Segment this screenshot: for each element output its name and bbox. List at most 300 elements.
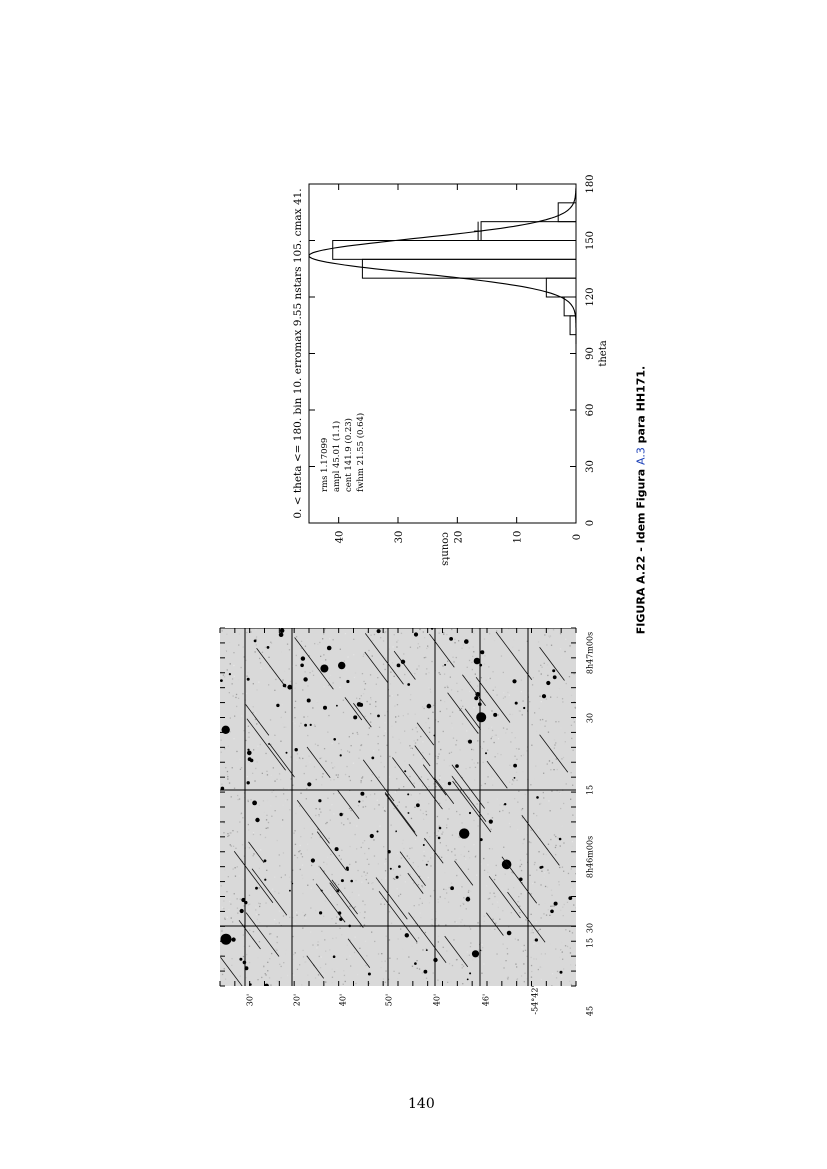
noise-speck: [357, 732, 358, 733]
noise-speck: [428, 687, 429, 688]
noise-speck: [316, 874, 317, 875]
histogram-bar: [362, 259, 576, 278]
noise-speck: [438, 899, 439, 900]
noise-speck: [525, 919, 526, 920]
noise-speck: [545, 886, 546, 887]
star: [336, 705, 338, 707]
noise-speck: [391, 923, 392, 924]
noise-speck: [379, 826, 380, 827]
noise-speck: [268, 822, 269, 823]
noise-speck: [440, 749, 441, 750]
noise-speck: [522, 700, 523, 701]
noise-speck: [371, 699, 372, 700]
noise-speck: [255, 719, 256, 720]
noise-speck: [356, 825, 357, 826]
noise-speck: [361, 922, 362, 923]
noise-speck: [220, 672, 221, 673]
star: [449, 637, 453, 641]
noise-speck: [444, 760, 445, 761]
noise-speck: [362, 901, 363, 902]
noise-speck: [311, 865, 312, 866]
noise-speck: [425, 736, 426, 737]
noise-speck: [404, 684, 405, 685]
noise-speck: [385, 657, 386, 658]
noise-speck: [496, 953, 497, 954]
star: [424, 970, 428, 974]
star: [427, 704, 432, 709]
noise-speck: [473, 651, 474, 652]
polarization-vector: [365, 633, 403, 684]
noise-speck: [383, 640, 384, 641]
noise-speck: [433, 705, 434, 706]
noise-speck: [481, 944, 482, 945]
noise-speck: [353, 763, 354, 764]
noise-speck: [235, 697, 236, 698]
noise-speck: [287, 799, 288, 800]
noise-speck: [547, 887, 548, 888]
noise-speck: [433, 783, 434, 784]
star: [464, 639, 469, 644]
noise-speck: [221, 740, 222, 741]
star: [467, 979, 469, 981]
noise-speck: [266, 771, 267, 772]
noise-speck: [571, 868, 572, 869]
noise-speck: [422, 752, 423, 753]
noise-speck: [553, 772, 554, 773]
noise-speck: [265, 647, 266, 648]
noise-speck: [247, 776, 248, 777]
noise-speck: [454, 639, 455, 640]
noise-speck: [509, 765, 510, 766]
noise-speck: [422, 785, 423, 786]
noise-speck: [497, 902, 498, 903]
noise-speck: [543, 773, 544, 774]
noise-speck: [259, 658, 260, 659]
noise-speck: [389, 756, 390, 757]
noise-speck: [567, 946, 568, 947]
noise-speck: [486, 680, 487, 681]
noise-speck: [281, 877, 282, 878]
noise-speck: [525, 950, 526, 951]
noise-speck: [257, 761, 258, 762]
noise-speck: [305, 646, 306, 647]
noise-speck: [365, 941, 366, 942]
noise-speck: [273, 767, 274, 768]
star: [426, 949, 428, 951]
noise-speck: [323, 633, 324, 634]
polarization-vector: [540, 647, 565, 680]
noise-speck: [521, 947, 522, 948]
noise-speck: [446, 634, 447, 635]
star: [333, 738, 336, 741]
noise-speck: [422, 706, 423, 707]
noise-speck: [469, 660, 470, 661]
theta-tick-label: 0: [585, 519, 596, 527]
noise-speck: [230, 844, 231, 845]
star: [339, 813, 342, 816]
noise-speck: [572, 841, 573, 842]
noise-speck: [345, 633, 346, 634]
noise-speck: [236, 706, 237, 707]
noise-speck: [225, 767, 226, 768]
noise-speck: [446, 827, 447, 828]
noise-speck: [367, 873, 368, 874]
noise-speck: [384, 863, 385, 864]
count-tick-label: 10: [512, 530, 524, 544]
noise-speck: [572, 932, 573, 933]
noise-speck: [510, 741, 511, 742]
noise-speck: [530, 893, 531, 894]
noise-speck: [397, 958, 398, 959]
noise-speck: [239, 875, 240, 876]
noise-speck: [468, 892, 469, 893]
noise-speck: [436, 763, 437, 764]
noise-speck: [238, 799, 239, 800]
noise-speck: [481, 785, 482, 786]
noise-speck: [278, 893, 279, 894]
noise-speck: [383, 807, 384, 808]
noise-speck: [400, 875, 401, 876]
noise-speck: [315, 744, 316, 745]
noise-speck: [378, 749, 379, 750]
star-field-svg: [220, 628, 576, 986]
noise-speck: [492, 904, 493, 905]
noise-speck: [289, 668, 290, 669]
noise-speck: [547, 664, 548, 665]
noise-speck: [283, 962, 284, 963]
noise-speck: [560, 845, 561, 846]
noise-speck: [565, 639, 566, 640]
noise-speck: [331, 918, 332, 919]
noise-speck: [328, 685, 329, 686]
noise-speck: [319, 832, 320, 833]
noise-speck: [431, 706, 432, 707]
noise-speck: [362, 842, 363, 843]
polarization-vector: [385, 792, 415, 832]
star: [301, 656, 305, 660]
noise-speck: [231, 796, 232, 797]
noise-speck: [290, 681, 291, 682]
noise-speck: [538, 641, 539, 642]
noise-speck: [370, 713, 371, 714]
noise-speck: [256, 689, 257, 690]
noise-speck: [230, 731, 231, 732]
noise-speck: [443, 663, 444, 664]
noise-speck: [421, 776, 422, 777]
noise-speck: [379, 685, 380, 686]
noise-speck: [230, 985, 231, 986]
noise-speck: [360, 782, 361, 783]
noise-speck: [552, 762, 553, 763]
star: [444, 664, 446, 666]
polarization-vector: [246, 705, 269, 736]
noise-speck: [492, 730, 493, 731]
noise-speck: [312, 833, 313, 834]
noise-speck: [327, 732, 328, 733]
noise-speck: [509, 812, 510, 813]
noise-speck: [293, 954, 294, 955]
noise-speck: [548, 732, 549, 733]
noise-speck: [536, 815, 537, 816]
noise-speck: [569, 981, 570, 982]
noise-speck: [264, 812, 265, 813]
noise-speck: [296, 636, 297, 637]
noise-speck: [370, 722, 371, 723]
noise-speck: [551, 791, 552, 792]
noise-speck: [253, 749, 254, 750]
noise-speck: [315, 910, 316, 911]
caption-suffix: para HH171.: [634, 365, 648, 444]
noise-speck: [534, 778, 535, 779]
noise-speck: [496, 735, 497, 736]
noise-speck: [384, 722, 385, 723]
noise-speck: [235, 876, 236, 877]
noise-speck: [513, 887, 514, 888]
caption-reference-link[interactable]: A.3: [634, 447, 648, 465]
noise-speck: [419, 968, 420, 969]
noise-speck: [562, 959, 563, 960]
noise-speck: [323, 654, 324, 655]
noise-speck: [448, 808, 449, 809]
noise-speck: [459, 814, 460, 815]
noise-speck: [498, 714, 499, 715]
noise-speck: [453, 738, 454, 739]
noise-speck: [344, 661, 345, 662]
noise-speck: [362, 800, 363, 801]
noise-speck: [443, 934, 444, 935]
noise-speck: [550, 839, 551, 840]
noise-speck: [377, 677, 378, 678]
noise-speck: [359, 948, 360, 949]
noise-speck: [283, 793, 284, 794]
noise-speck: [224, 822, 225, 823]
noise-speck: [234, 716, 235, 717]
noise-speck: [419, 781, 420, 782]
noise-speck: [560, 778, 561, 779]
histogram-bar: [481, 222, 576, 241]
histogram-bar: [546, 278, 576, 297]
noise-speck: [409, 848, 410, 849]
noise-speck: [321, 784, 322, 785]
noise-speck: [503, 847, 504, 848]
noise-speck: [550, 906, 551, 907]
noise-speck: [393, 878, 394, 879]
star: [289, 890, 291, 892]
noise-speck: [509, 695, 510, 696]
noise-speck: [319, 866, 320, 867]
noise-speck: [393, 971, 394, 972]
noise-speck: [438, 936, 439, 937]
noise-speck: [403, 966, 404, 967]
noise-speck: [322, 638, 323, 639]
noise-speck: [322, 776, 323, 777]
noise-speck: [223, 675, 224, 676]
noise-speck: [312, 707, 313, 708]
noise-speck: [268, 684, 269, 685]
y-axis-label: counts: [439, 532, 451, 566]
noise-speck: [358, 894, 359, 895]
noise-speck: [365, 756, 366, 757]
noise-speck: [472, 959, 473, 960]
noise-speck: [279, 660, 280, 661]
noise-speck: [419, 646, 420, 647]
noise-speck: [230, 832, 231, 833]
noise-speck: [349, 808, 350, 809]
noise-speck: [361, 847, 362, 848]
noise-speck: [455, 744, 456, 745]
noise-speck: [516, 748, 517, 749]
noise-speck: [489, 898, 490, 899]
noise-speck: [320, 656, 321, 657]
noise-speck: [537, 945, 538, 946]
noise-speck: [392, 695, 393, 696]
noise-speck: [257, 979, 258, 980]
noise-speck: [502, 810, 503, 811]
noise-speck: [228, 809, 229, 810]
noise-speck: [395, 752, 396, 753]
noise-speck: [488, 666, 489, 667]
noise-speck: [350, 780, 351, 781]
noise-speck: [315, 726, 316, 727]
noise-speck: [325, 659, 326, 660]
noise-speck: [319, 808, 320, 809]
noise-speck: [524, 945, 525, 946]
noise-speck: [397, 978, 398, 979]
noise-speck: [282, 819, 283, 820]
noise-speck: [253, 928, 254, 929]
noise-speck: [279, 773, 280, 774]
noise-speck: [494, 896, 495, 897]
noise-speck: [544, 903, 545, 904]
noise-speck: [446, 824, 447, 825]
noise-speck: [269, 933, 270, 934]
noise-speck: [468, 890, 469, 891]
noise-speck: [520, 866, 521, 867]
noise-speck: [540, 966, 541, 967]
noise-speck: [523, 963, 524, 964]
noise-speck: [238, 679, 239, 680]
star: [476, 712, 486, 722]
noise-speck: [300, 758, 301, 759]
noise-speck: [253, 855, 254, 856]
noise-speck: [426, 948, 427, 949]
noise-speck: [427, 832, 428, 833]
noise-speck: [461, 648, 462, 649]
noise-speck: [460, 905, 461, 906]
polarization-vector: [234, 851, 273, 903]
noise-speck: [365, 683, 366, 684]
noise-speck: [495, 687, 496, 688]
noise-speck: [546, 644, 547, 645]
noise-speck: [417, 731, 418, 732]
noise-speck: [531, 965, 532, 966]
noise-speck: [484, 921, 485, 922]
noise-speck: [571, 889, 572, 890]
noise-speck: [534, 882, 535, 883]
noise-speck: [338, 743, 339, 744]
noise-speck: [385, 731, 386, 732]
noise-speck: [359, 913, 360, 914]
noise-speck: [372, 640, 373, 641]
noise-speck: [255, 651, 256, 652]
noise-speck: [378, 777, 379, 778]
noise-speck: [411, 847, 412, 848]
noise-speck: [300, 845, 301, 846]
noise-speck: [232, 683, 233, 684]
noise-speck: [241, 715, 242, 716]
noise-speck: [295, 923, 296, 924]
noise-speck: [375, 706, 376, 707]
noise-speck: [500, 963, 501, 964]
noise-speck: [418, 928, 419, 929]
noise-speck: [531, 914, 532, 915]
noise-speck: [559, 957, 560, 958]
noise-speck: [365, 965, 366, 966]
noise-speck: [269, 977, 270, 978]
noise-speck: [242, 817, 243, 818]
noise-speck: [394, 676, 395, 677]
noise-speck: [530, 784, 531, 785]
noise-speck: [426, 668, 427, 669]
noise-speck: [231, 845, 232, 846]
noise-speck: [442, 665, 443, 666]
noise-speck: [558, 927, 559, 928]
noise-speck: [428, 861, 429, 862]
noise-speck: [405, 881, 406, 882]
noise-speck: [540, 884, 541, 885]
noise-speck: [369, 727, 370, 728]
star: [239, 958, 242, 961]
noise-speck: [562, 701, 563, 702]
noise-speck: [332, 743, 333, 744]
noise-speck: [286, 950, 287, 951]
star: [485, 752, 487, 754]
noise-speck: [247, 800, 248, 801]
noise-speck: [454, 642, 455, 643]
noise-speck: [233, 665, 234, 666]
noise-speck: [553, 769, 554, 770]
noise-speck: [428, 672, 429, 673]
noise-speck: [462, 903, 463, 904]
noise-speck: [402, 949, 403, 950]
noise-speck: [424, 855, 425, 856]
noise-speck: [365, 875, 366, 876]
noise-speck: [451, 689, 452, 690]
noise-speck: [423, 813, 424, 814]
noise-speck: [470, 942, 471, 943]
noise-speck: [254, 642, 255, 643]
noise-speck: [519, 867, 520, 868]
noise-speck: [393, 646, 394, 647]
noise-speck: [249, 930, 250, 931]
noise-speck: [541, 979, 542, 980]
noise-speck: [332, 938, 333, 939]
noise-speck: [444, 872, 445, 873]
noise-speck: [477, 762, 478, 763]
star: [264, 859, 267, 862]
noise-speck: [336, 774, 337, 775]
noise-speck: [256, 644, 257, 645]
polarization-vector: [269, 743, 295, 777]
noise-speck: [385, 877, 386, 878]
noise-speck: [341, 850, 342, 851]
noise-speck: [438, 941, 439, 942]
noise-speck: [544, 876, 545, 877]
noise-speck: [306, 762, 307, 763]
noise-speck: [413, 882, 414, 883]
noise-speck: [285, 712, 286, 713]
noise-speck: [517, 862, 518, 863]
